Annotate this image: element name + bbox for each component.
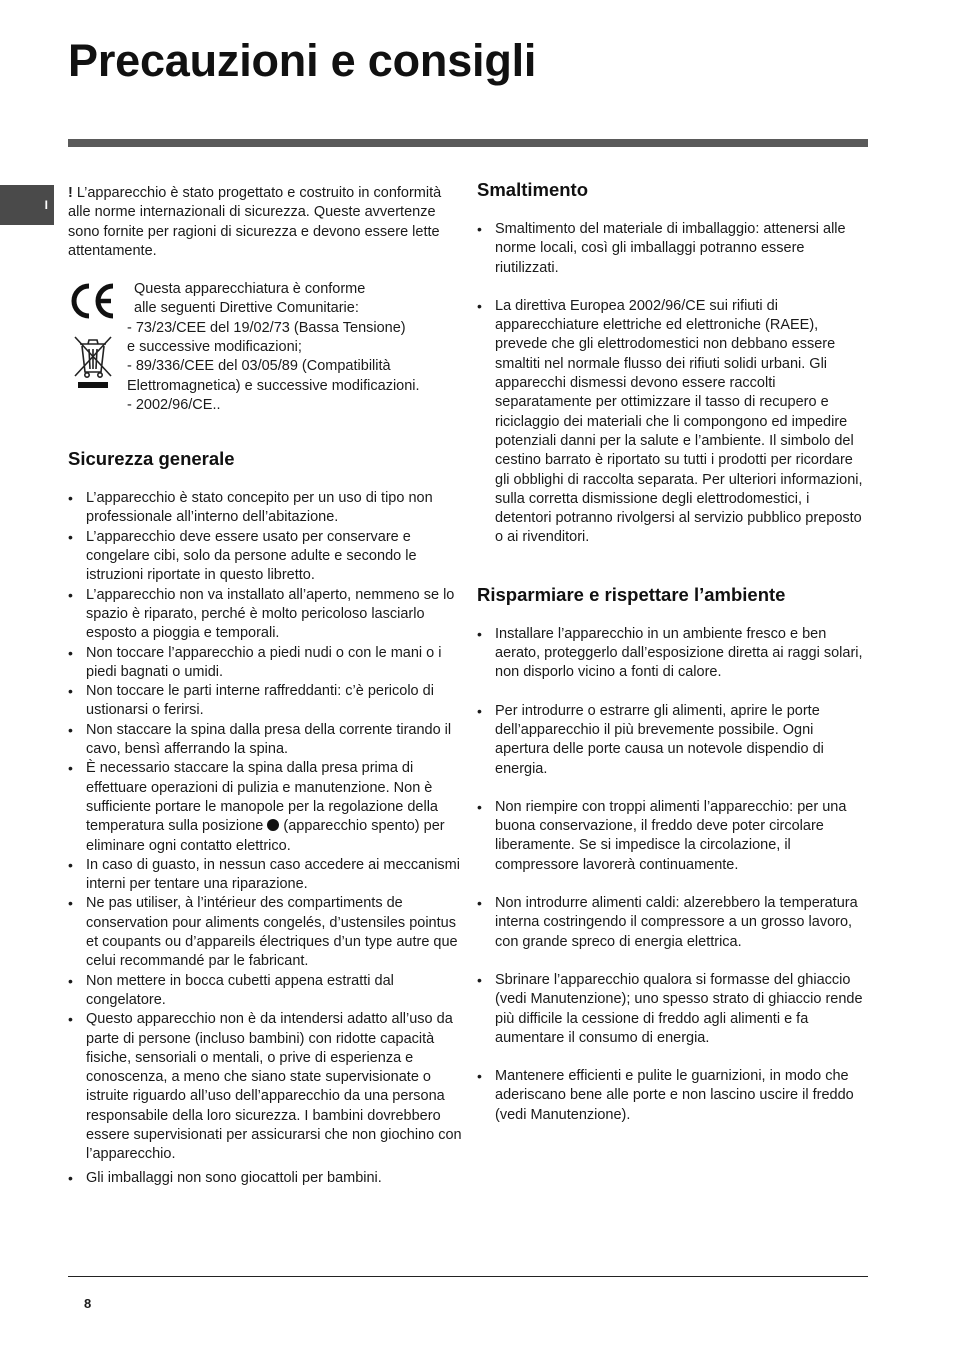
- list-item: • La direttiva Europea 2002/96/CE sui rifiuti di apparecchiature elettriche ed elettroniche (RAEE), prevede che gli elettrodomestici non debbano essere smaltiti nel normale flusso dei rifiuti solidi urbani. Gli apparecchi dismessi devono essere raccolti separatamente per ottimizzare il tasso di recupero e riciclaggio dei materiali che li compongono ed impedire potenziali danni per la salute e l’ambiente. Il simbolo del cestino barrato è riportato su tutti i prodotti per ricordare gli obblighi di raccolta separata. Per ulteriori informazioni, sulla corretta dismissione degli elettrodomestici, i detentori potranno rivolgersi al servizio pubblico preposto o ai rivenditori.: [477, 297, 869, 548]
- list-item: • Smaltimento del materiale di imballaggio: attenersi alle norme locali, così gli imballaggi potranno essere riutilizzati.: [477, 220, 869, 278]
- ce-line: e successive modificazioni;: [127, 339, 302, 356]
- ce-line: - 2002/96/CE..: [127, 396, 221, 413]
- bottom-rule: [68, 1276, 868, 1277]
- right-column: [477, 178, 869, 1125]
- list-item: • L’apparecchio non va installato all’aperto, nemmeno se lo spazio è riparato, perché è molto pericoloso lasciarlo esposto a pioggia e temporali.: [68, 586, 464, 644]
- page-title: Precauzioni e consigli: [68, 35, 537, 86]
- list-item: • Non mettere in bocca cubetti appena estratti dal congelatore.: [68, 972, 464, 1011]
- sicurezza-list: [68, 489, 464, 1188]
- ce-conformity-block: [68, 280, 464, 413]
- list-item: • Questo apparecchio non è da intendersi adatto all’uso da parte di persone (incluso bambini) con ridotte capacità fisiche, sensoriali o mentali, o prive di esperienza e conoscenza, a meno che siano state supervisionate o istruite riguardo all’uso dell’apparecchio da una persona responsabile della loro sicurezza. I bambini dovrebbero essere supervisionati per assicurarsi che non giochino con l’apparecchio.: [68, 1010, 464, 1164]
- ce-line: alle seguenti Direttive Comunitarie:: [134, 300, 359, 317]
- off-position-icon: [267, 819, 279, 831]
- ce-mark-icon: [68, 282, 118, 320]
- crossed-bin-icon: [72, 334, 114, 388]
- list-item-text: È necessario staccare la spina dalla presa prima di effettuare operazioni di pulizia e manutenzione. Non è sufficiente portare le manopole per la regolazione della temperatura sulla posizione: [86, 760, 438, 835]
- heading-smaltimento: Smaltimento: [477, 179, 589, 200]
- list-item: • Gli imballaggi non sono giocattoli per bambini.: [68, 1169, 464, 1188]
- list-item: • Sbrinare l’apparecchio qualora si formasse del ghiaccio (vedi Manutenzione); uno spesso strato di ghiaccio rende più difficile la cessione di freddo agli alimenti e fa aumentare il consumo di energia.: [477, 971, 869, 1048]
- language-tab: I: [0, 185, 54, 225]
- risparmiare-list: [477, 625, 869, 1125]
- list-item: • L’apparecchio è stato concepito per un uso di tipo non professionale all’interno dell’abitazione.: [68, 489, 464, 528]
- heading-sicurezza-generale: Sicurezza generale: [68, 448, 235, 470]
- list-item-text: (apparecchio spento) per eliminare ogni contatto elettrico.: [86, 818, 445, 854]
- page-number: 8: [84, 1296, 92, 1311]
- ce-line: Elettromagnetica) e successive modificazioni.: [127, 377, 420, 394]
- left-column: [68, 184, 464, 1188]
- intro-paragraph: [68, 184, 464, 261]
- smaltimento-list: [477, 220, 869, 548]
- list-item: • Non toccare l’apparecchio a piedi nudi o con le mani o i piedi bagnati o umidi.: [68, 644, 464, 683]
- list-item: • Non riempire con troppi alimenti l’apparecchio: per una buona conservazione, il freddo deve poter circolare liberamente. Se si impedisce la circolazione, il compressore lavorerà continuamente.: [477, 798, 869, 875]
- list-item: • Non staccare la spina dalla presa della corrente tirando il cavo, bensì afferrando la spina.: [68, 721, 464, 760]
- list-item: • Non introdurre alimenti caldi: alzerebbero la temperatura interna costringendo il compressore a un grosso lavoro, con grande spreco di energia elettrica.: [477, 894, 869, 952]
- list-item: • In caso di guasto, in nessun caso accedere ai meccanismi interni per tentare una riparazione.: [68, 856, 464, 895]
- warning-mark: !: [68, 185, 73, 201]
- ce-directives-text: [127, 280, 467, 415]
- ce-line: - 73/23/CEE del 19/02/73 (Bassa Tensione): [127, 319, 406, 336]
- list-item: • Mantenere efficienti e pulite le guarnizioni, in modo che aderiscano bene alle porte e non lascino uscire il freddo (vedi Manutenzione).: [477, 1067, 869, 1125]
- list-item: • Ne pas utiliser, à l’intérieur des compartiments de conservation pour aliments congelés, d’ustensiles pointus et coupants ou d’appareils électriques d’un type autre que celui recommandé par le fabricant.: [68, 894, 464, 971]
- list-item: [68, 759, 464, 855]
- list-item: • L’apparecchio deve essere usato per conservare e congelare cibi, solo da persone adulte e secondo le istruzioni riportate in questo libretto.: [68, 528, 464, 586]
- list-item: • Non toccare le parti interne raffreddanti: c’è pericolo di ustionarsi o ferirsi.: [68, 682, 464, 721]
- list-item: • Installare l’apparecchio in un ambiente fresco e ben aerato, proteggerlo dall’esposizione diretta ai raggi solari, non disporlo vicino a fonti di calore.: [477, 625, 869, 683]
- list-item: • Per introdurre o estrarre gli alimenti, aprire le porte dell’apparecchio il più brevemente possibile. Ogni apertura delle porte causa un notevole dispendio di energia.: [477, 702, 869, 779]
- ce-line: Questa apparecchiatura è conforme: [134, 281, 366, 298]
- top-rule: [68, 139, 868, 147]
- ce-line: - 89/336/CEE del 03/05/89 (Compatibilità: [127, 358, 391, 375]
- heading-risparmiare: Risparmiare e rispettare l’ambiente: [477, 583, 786, 605]
- intro-text: L’apparecchio è stato progettato e costruito in conformità alle norme internazionali di sicurezza. Queste avvertenze sono fornite per ragioni di sicurezza e devono essere lette attentamente.: [68, 185, 442, 259]
